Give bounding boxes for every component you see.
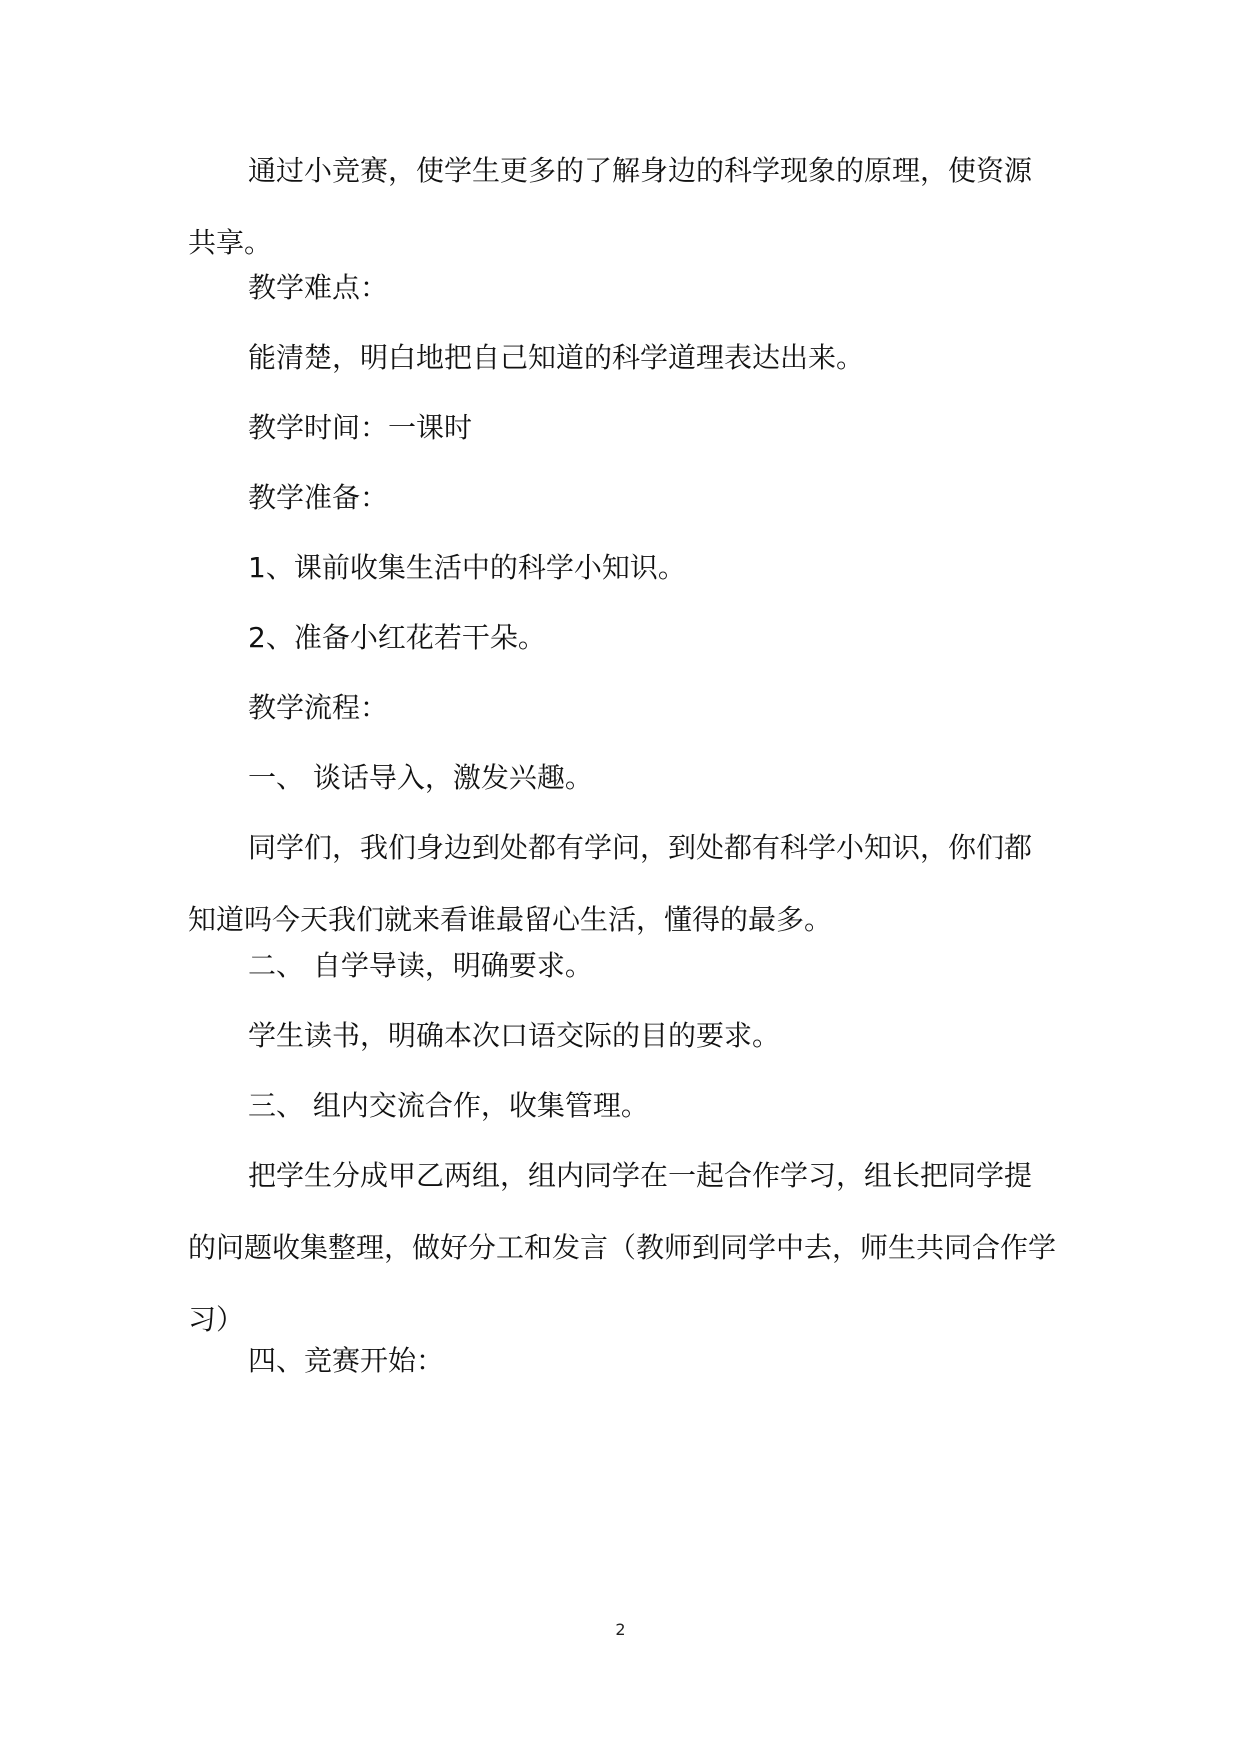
paragraph-8: 教学流程： <box>248 691 389 724</box>
paragraph-6: 1、课前收集生活中的科学小知识。 <box>248 551 686 584</box>
paragraph-11: 二、 自学导读，明确要求。 <box>248 949 593 982</box>
paragraph-14: 把学生分成甲乙两组，组内同学在一起合作学习，组长把同学提的问题收集整理，做好分工和发言（教师到同学中去，师生共同合作学习） <box>188 1159 1057 1336</box>
page-number: 2 <box>615 1620 626 1639</box>
paragraph-10: 同学们，我们身边到处都有学问，到处都有科学小知识，你们都知道吗今天我们就来看谁最留心生活，懂得的最多。 <box>188 831 1033 936</box>
paragraph-7: 2、准备小红花若干朵。 <box>248 621 546 654</box>
paragraph-12: 学生读书，明确本次口语交际的目的要求。 <box>248 1019 781 1052</box>
paragraph-5: 教学准备： <box>248 481 389 514</box>
paragraph-15: 四、竞赛开始： <box>248 1344 445 1377</box>
paragraph-13: 三、 组内交流合作，收集管理。 <box>248 1089 649 1122</box>
paragraph-3: 能清楚，明白地把自己知道的科学道理表达出来。 <box>248 341 865 374</box>
paragraph-1: 通过小竞赛，使学生更多的了解身边的科学现象的原理，使资源共享。 <box>188 154 1033 259</box>
paragraph-9: 一、 谈话导入，激发兴趣。 <box>248 761 593 794</box>
paragraph-4: 教学时间：一课时 <box>248 411 473 444</box>
paragraph-2: 教学难点： <box>248 271 389 304</box>
